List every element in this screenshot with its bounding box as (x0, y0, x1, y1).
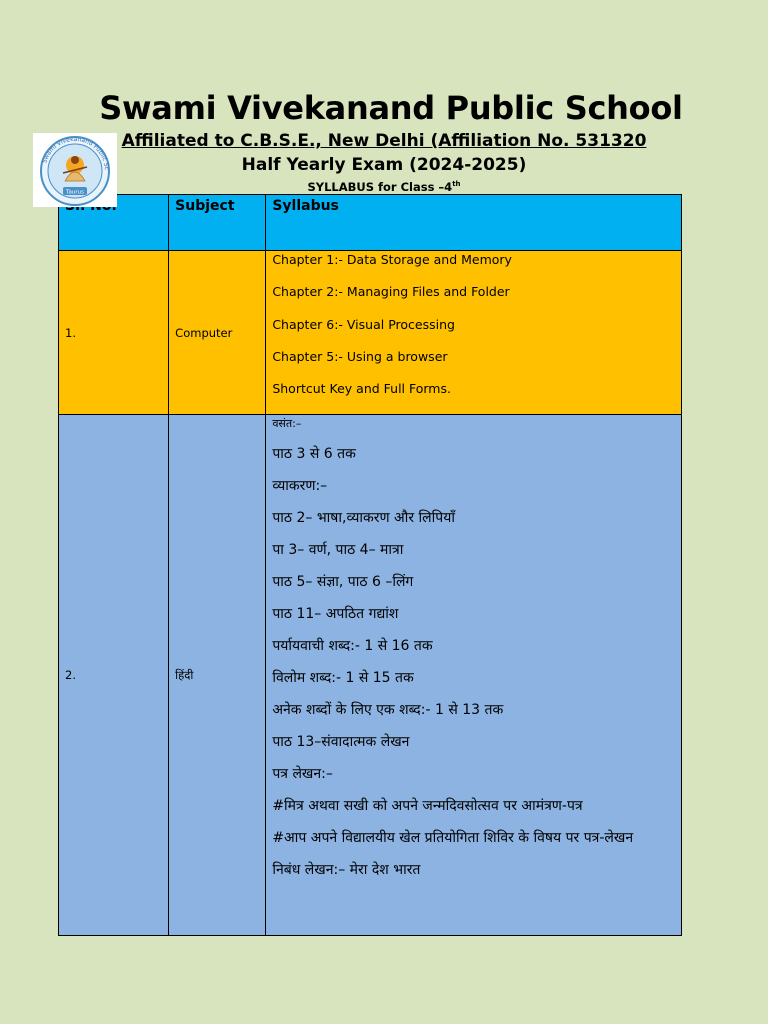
list-item: #मित्र अथवा सखी को अपने जन्मदिवसोत्सव पर आमंत्रण-पत्र (272, 798, 583, 814)
school-logo-icon (33, 133, 117, 207)
list-item: पत्र लेखन:– (272, 766, 333, 782)
list-item: पर्यायवाची शब्द:- 1 से 16 तक (272, 638, 433, 654)
list-item: Chapter 5:- Using a browser (272, 348, 448, 364)
svg-text:Swami Vivekanand Public School: Swami Vivekanand Public Sc (41, 135, 111, 171)
syllabus-title-text: SYLLABUS for Class –4 (307, 179, 453, 194)
syllabus-cell (266, 415, 682, 936)
list-item: Chapter 6:- Visual Processing (272, 316, 455, 332)
header-subject: Subject (169, 195, 266, 251)
list-item: पाठ 5– संज्ञा, पाठ 6 –लिंग (272, 574, 414, 590)
syllabus-title-suffix: th (452, 180, 461, 188)
list-item: पाठ 13–संवादात्मक लेखन (272, 734, 410, 750)
school-name: Swami Vivekanand Public School (99, 89, 683, 127)
affiliation-line: Affiliated to C.B.S.E., New Delhi (Affiliation No. 531320 (121, 131, 647, 151)
list-item: वसंत:– (272, 417, 302, 430)
subject-cell: हिंदी (169, 415, 266, 936)
table-header-row (59, 195, 682, 251)
list-item: पाठ 2– भाषा,व्याकरण और लिपियाँ (272, 510, 455, 526)
list-item: पाठ 11– अपठित गद्यांश (272, 606, 399, 622)
list-item: पाठ 3 से 6 तक (272, 446, 356, 462)
header-syllabus: Syllabus (266, 195, 682, 251)
sr-cell: 1. (59, 251, 169, 415)
table-row-computer (59, 251, 682, 415)
list-item: Shortcut Key and Full Forms. (272, 381, 451, 397)
subject-cell: Computer (169, 251, 266, 415)
computer-syllabus-list (266, 252, 681, 397)
sr-cell: 2. (59, 415, 169, 936)
list-item: निबंध लेखन:– मेरा देश भारत (272, 862, 421, 878)
logo-text: Taurus (66, 189, 84, 196)
hindi-syllabus-list (266, 416, 681, 880)
syllabus-cell (266, 251, 682, 415)
list-item: Chapter 2:- Managing Files and Folder (272, 284, 510, 300)
exam-title: Half Yearly Exam (2024-2025) (241, 155, 527, 175)
syllabus-table (58, 194, 682, 936)
table-row-hindi (59, 415, 682, 936)
list-item: Chapter 1:- Data Storage and Memory (272, 252, 512, 267)
list-item: अनेक शब्दों के लिए एक शब्द:- 1 से 13 तक (272, 702, 504, 718)
list-item: #आप अपने विद्यालयीय खेल प्रतियोगिता शिविर के विषय पर पत्र-लेखन (272, 830, 634, 846)
list-item: पा 3– वर्ण, पाठ 4– मात्रा (272, 542, 404, 558)
list-item: विलोम शब्द:- 1 से 15 तक (272, 670, 414, 686)
list-item: व्याकरण:– (272, 478, 328, 494)
